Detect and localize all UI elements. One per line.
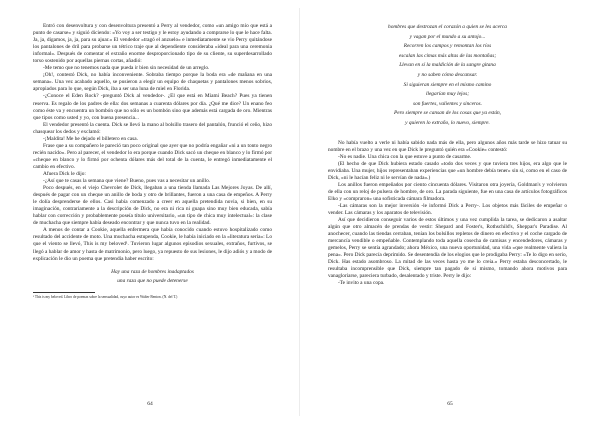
paragraph: Los anillos fueron empeñados por ciento cincuenta dólares. Visitaron otra joyería, Goldman's y volvieron de ella con un reloj de pulsera de hombre, de oro. La parada siguiente, fue en una casa de artículos fotográficos Elko y «compraron» una sofisticada cámara filmadora.	[328, 181, 567, 202]
paragraph: -Me temo que no tenemos nada que pueda ir bien sin necesidad de un arreglo.	[43, 65, 210, 72]
left-body	[33, 23, 272, 300]
paragraph: No había vuelto a verle ni había sabido nada más de ella, pero algunos años más tarde se hizo tatuar su nombre en el brazo y una vez en que Dick le preguntó quién era «Cookie» contestó:	[328, 139, 567, 153]
paragraph: -¿Así que te casas la semana que viene? Bueno, pues vas a necesitar un anillo.	[43, 178, 211, 185]
poem-verse-block	[33, 268, 272, 287]
paragraph: (El hecho de que Dick hubiera estado casado «todo dos veces y que tuviera tres hijos, era algo que le envidiaba. Una mujer, hijos representaban experiencias que «un hombre debía tener» sin si, como en el caso de Dick, «ni le hacían feliz ni le servían de nada».)	[328, 160, 567, 181]
paragraph: -¡Maldita! Me he dejado el billetero en casa.	[43, 135, 138, 142]
page-number: 65	[447, 401, 453, 407]
poem-line: Si siguieran siempre en el mismo camino	[403, 81, 492, 88]
paragraph: -Te invito a una copa.	[338, 280, 385, 287]
paragraph: -¿Conoce el Eden Rock? -preguntó Dick al vendedor-. ¿El que está en Miami Beach? Pues ya tienen reserva. Es regalo de los padres de ella: dos semanas a cuarenta dólares por día. ¿Qué me dice? Un enano feo como éste va y encuentra un bombón que no sólo es un bombón sino que además está cargada de oro. Mientras que tipos como usted y yo, con buena presencia...	[33, 93, 272, 121]
footnote-rule	[33, 292, 95, 293]
poem-line: Hay una raza de hombres inadaptados	[111, 268, 194, 275]
paragraph: -Las cámaras son la mejor inversión -le informó Dick a Perry-. Los objetos más fáciles de empeñar o vender. Las cámaras y los aparatos de televisión.	[328, 202, 567, 216]
page-number: 64	[147, 401, 153, 407]
paragraph: Afuera Dick le dijo:	[43, 170, 86, 177]
paragraph: El vendedor presentó la cuenta. Dick se llevó la mano al bolsillo trasero del pantalón, frunció el ceño, hizo chasquear los dedos y exclamó:	[33, 121, 272, 135]
poem-line: escalan las cimas más altas de las montañas;	[398, 52, 497, 59]
paragraph: Frase que a su compañero le pareció tan poco original que ayer que no podría engañar «ni a un tonto negro recién nacido». Pero al parecer, el vendedor lo era porque cuando Dick sacó un cheque en blanco y lo firmó por «cheque en blanco y lo firmó por ochenta dólares más del total de la cuenta, le entregó inmediatamente el cambio en efectivo.	[33, 142, 272, 170]
poem-line: Llevan en sí la maldición de la sangre gitana	[399, 62, 496, 69]
poem-line: y quieren lo extraño, lo nuevo, siempre.	[405, 119, 490, 126]
poem-line: Pero siempre se cansan de los cosas que ya están,	[393, 110, 502, 117]
footnote: ¹ This is my beloved. Libro de poemas sobre la sensualidad, cuyo autor es Walter Benton. (N. del T.)	[33, 294, 178, 299]
poem-line: y vagan por el mundo a su antojo...	[409, 33, 486, 40]
paragraph: A menos de contar a Cookie, aquella enfermera que había conocido cuando estuvo hospitalizado como resultado del accidente de moto. Una muchacha estupenda, Cookie, le había iniciado en la «literatura seria»: Lo que el viento se llevó, This is my beloved¹. Tuvieron lugar algunos episodios sexuales, extraños, furtivos, se llegó a hablar de amor y hasta de matrimonio, pero luego, ya repuesto de sus lesiones, le dijo adiós y a modo de explicación le dio un poema que pretendía haber escrito:	[33, 227, 272, 262]
poem-line: hombres que destrozan el corazón a quien se les acerca	[388, 24, 507, 30]
paragraph: ¡Oh!, contestó Dick, no había inconveniente. Sobraba tiempo porque la boda era «de mañana en una semana». Una vez acabado aquello, se pusieron a elegir un equipo de chaquetas y pantalones menos sobrios, apropiados para lo que, según Dick, iba a ser una luna de miel en Florida.	[33, 72, 272, 93]
right-page	[300, 0, 600, 424]
paragraph: Entró con desenvoltura y con desenvoltura presentó a Perry al vendedor, como «un amigo mío que está a punto de casarse» y siguió diciendo: «Yo voy a ser testigo y le estoy ayudando a comprarse lo que le hace falta. Ja, ja, digamos, ja, ja, para su ajuar.» El vendedor «tragó el anzuelo» e inmediatamente se vio Perry quitándose los pantalones de dril para probarse un tétrico traje que al dependiente consideraba «ideal para una ceremonia informal». Después de comentar el extraño enorme desproporcionado tipo de su cliente, su superdesarrollado torso sostenido por aquellas piernas cortas, añadió:	[33, 23, 272, 65]
poem-line: son fuertes, valientes y sinceros.	[413, 100, 482, 107]
poem-line: y no saben cómo descansar.	[417, 71, 478, 78]
poem-line: llegarían muy lejos;	[425, 91, 470, 98]
poem-verse-block	[328, 23, 567, 129]
paragraph: Así que decidieron conseguir varios de estos últimos y una vez cumplida la tarea, se dedicaron a asaltar algún que otro almacén de prendas de vestir: Shepard and Foster's, Rothschild's, Sheppar's Paradise. Al anochecer, cuando las tiendas cerraban, tenían los bolsillos repletos de dinero en efectivo y el coche cargado de mercancía vendible o empeñable. Contemplando toda aquella cosecha de camisas y encendedores, cámaras y gemelos, Perry se sentía agrandado; ahora México, una nueva oportunidad, una vida «que realmente valiera la pena». Pero Dick parecía deprimido. Se desentendía de los elogios que le prodigaba Perry: «Te lo digo en serio, Dick. Has estado asombroso. La mitad de las veces hasta yo me lo creía.» Perry estaba desconcertado, le resultaba incomprensible que Dick, siempre tan pagado de sí mismo, tomando ahora motivos para vanagloriarse, pareciera turbado, desalentado y triste. Perry le dijo:	[328, 217, 567, 280]
right-body	[328, 140, 567, 288]
poem-line: una raza que no puede detenerse	[117, 278, 188, 285]
paragraph: Poco después, en el viejo Chevrolet de Dick, llegaban a una tienda llamada Las Mejores Joyas. De allí, después de pagar con un cheque un anillo de boda y otro de brillantes, fueron a una casa de empeños. A Perry le dolía desprenderse de ellos. Casi había comenzado a creer en aquella pretendida novia, si bien, en su imaginación, contrariamente a la descripción de Dick, no era ni rica ni guapa sino muy bien educada, sabía hablar con corrección y probablemente poseía título universitario, «un tipo de chica muy intelectual»: la clase de muchacha que siempre había deseado encontrar y que nunca tuvo en la realidad.	[33, 185, 272, 227]
paragraph: -No es nadie. Una chica con la que estuve a punto de casarme.	[338, 153, 472, 160]
poem-line: Recorren los campos y remontan los ríos	[403, 43, 492, 50]
